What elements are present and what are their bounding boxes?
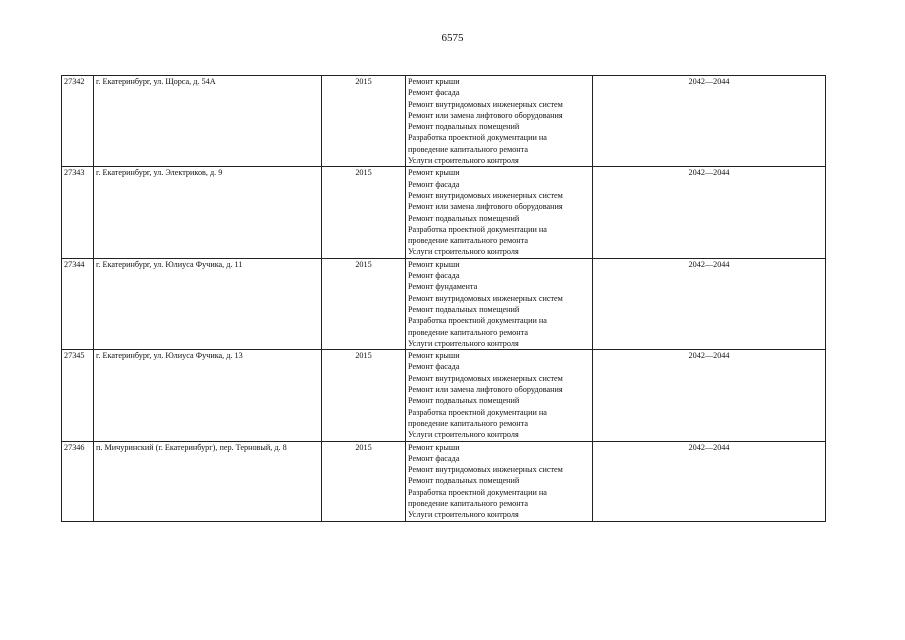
- period-cell: 2042—2044: [593, 441, 826, 521]
- work-item: Услуги строительного контроля: [408, 247, 519, 257]
- work-item: Ремонт или замена лифтового оборудования: [408, 202, 563, 212]
- work-item: Ремонт внутридомовых инженерных систем: [408, 465, 563, 475]
- works-cell: [406, 350, 593, 441]
- work-item: Ремонт крыши: [408, 351, 460, 361]
- work-item: Разработка проектной документации на: [408, 133, 547, 143]
- work-item: проведение капитального ремонта: [408, 236, 528, 246]
- work-item: Разработка проектной документации на: [408, 316, 547, 326]
- work-item: Услуги строительного контроля: [408, 510, 519, 520]
- work-item: Ремонт подвальных помещений: [408, 476, 520, 486]
- work-item: Ремонт внутридомовых инженерных систем: [408, 373, 563, 383]
- work-item: Ремонт фундамента: [408, 282, 478, 292]
- work-item: проведение капитального ремонта: [408, 498, 528, 508]
- work-item: Ремонт внутридомовых инженерных систем: [408, 99, 563, 109]
- work-item: Ремонт фасада: [408, 362, 460, 372]
- work-item: Разработка проектной документации на: [408, 224, 547, 234]
- work-item: Ремонт подвальных помещений: [408, 304, 520, 314]
- works-cell: [406, 258, 593, 349]
- work-item: проведение капитального ремонта: [408, 144, 528, 154]
- table-row: [62, 167, 826, 258]
- work-item: Ремонт фасада: [408, 179, 460, 189]
- work-item: проведение капитального ремонта: [408, 418, 528, 428]
- page-number: 6575: [441, 32, 464, 44]
- work-item: Ремонт крыши: [408, 168, 460, 178]
- table-row: [62, 350, 826, 441]
- address-cell: п. Мичуринский (г. Екатеринбург), пер. Терновый, д. 8: [94, 441, 322, 521]
- address-cell: г. Екатеринбург, ул. Юлиуса Фучика, д. 13: [94, 350, 322, 441]
- address-cell: г. Екатеринбург, ул. Щорса, д. 54А: [94, 76, 322, 167]
- work-item: Ремонт подвальных помещений: [408, 122, 520, 132]
- work-item: Ремонт фасада: [408, 271, 460, 281]
- work-item: Ремонт фасада: [408, 88, 460, 98]
- table-row: [62, 258, 826, 349]
- year-cell: 2015: [322, 167, 406, 258]
- year-cell: 2015: [322, 350, 406, 441]
- period-cell: 2042—2044: [593, 76, 826, 167]
- record-number-cell: 27346: [62, 441, 94, 521]
- work-item: Ремонт фасада: [408, 453, 460, 463]
- work-item: Услуги строительного контроля: [408, 156, 519, 166]
- work-item: Разработка проектной документации на: [408, 487, 547, 497]
- work-item: Услуги строительного контроля: [408, 430, 519, 440]
- work-item: Разработка проектной документации на: [408, 407, 547, 417]
- record-number-cell: 27342: [62, 76, 94, 167]
- period-cell: 2042—2044: [593, 350, 826, 441]
- period-cell: 2042—2044: [593, 258, 826, 349]
- record-number-cell: 27344: [62, 258, 94, 349]
- address-cell: г. Екатеринбург, ул. Юлиуса Фучика, д. 11: [94, 258, 322, 349]
- year-cell: 2015: [322, 76, 406, 167]
- year-cell: 2015: [322, 258, 406, 349]
- work-item: Ремонт внутридомовых инженерных систем: [408, 293, 563, 303]
- table-row: [62, 76, 826, 167]
- work-item: Ремонт подвальных помещений: [408, 213, 520, 223]
- works-cell: [406, 167, 593, 258]
- address-cell: г. Екатеринбург, ул. Электриков, д. 9: [94, 167, 322, 258]
- capital-repair-table: [61, 75, 826, 522]
- work-item: Ремонт или замена лифтового оборудования: [408, 385, 563, 395]
- work-item: Ремонт крыши: [408, 259, 460, 269]
- work-item: Ремонт внутридомовых инженерных систем: [408, 190, 563, 200]
- works-cell: [406, 441, 593, 521]
- work-item: Услуги строительного контроля: [408, 338, 519, 348]
- record-number-cell: 27343: [62, 167, 94, 258]
- works-cell: [406, 76, 593, 167]
- work-item: Ремонт крыши: [408, 442, 460, 452]
- work-item: проведение капитального ремонта: [408, 327, 528, 337]
- table-row: [62, 441, 826, 521]
- work-item: Ремонт подвальных помещений: [408, 396, 520, 406]
- work-item: Ремонт или замена лифтового оборудования: [408, 110, 563, 120]
- record-number-cell: 27345: [62, 350, 94, 441]
- work-item: Ремонт крыши: [408, 77, 460, 86]
- year-cell: 2015: [322, 441, 406, 521]
- period-cell: 2042—2044: [593, 167, 826, 258]
